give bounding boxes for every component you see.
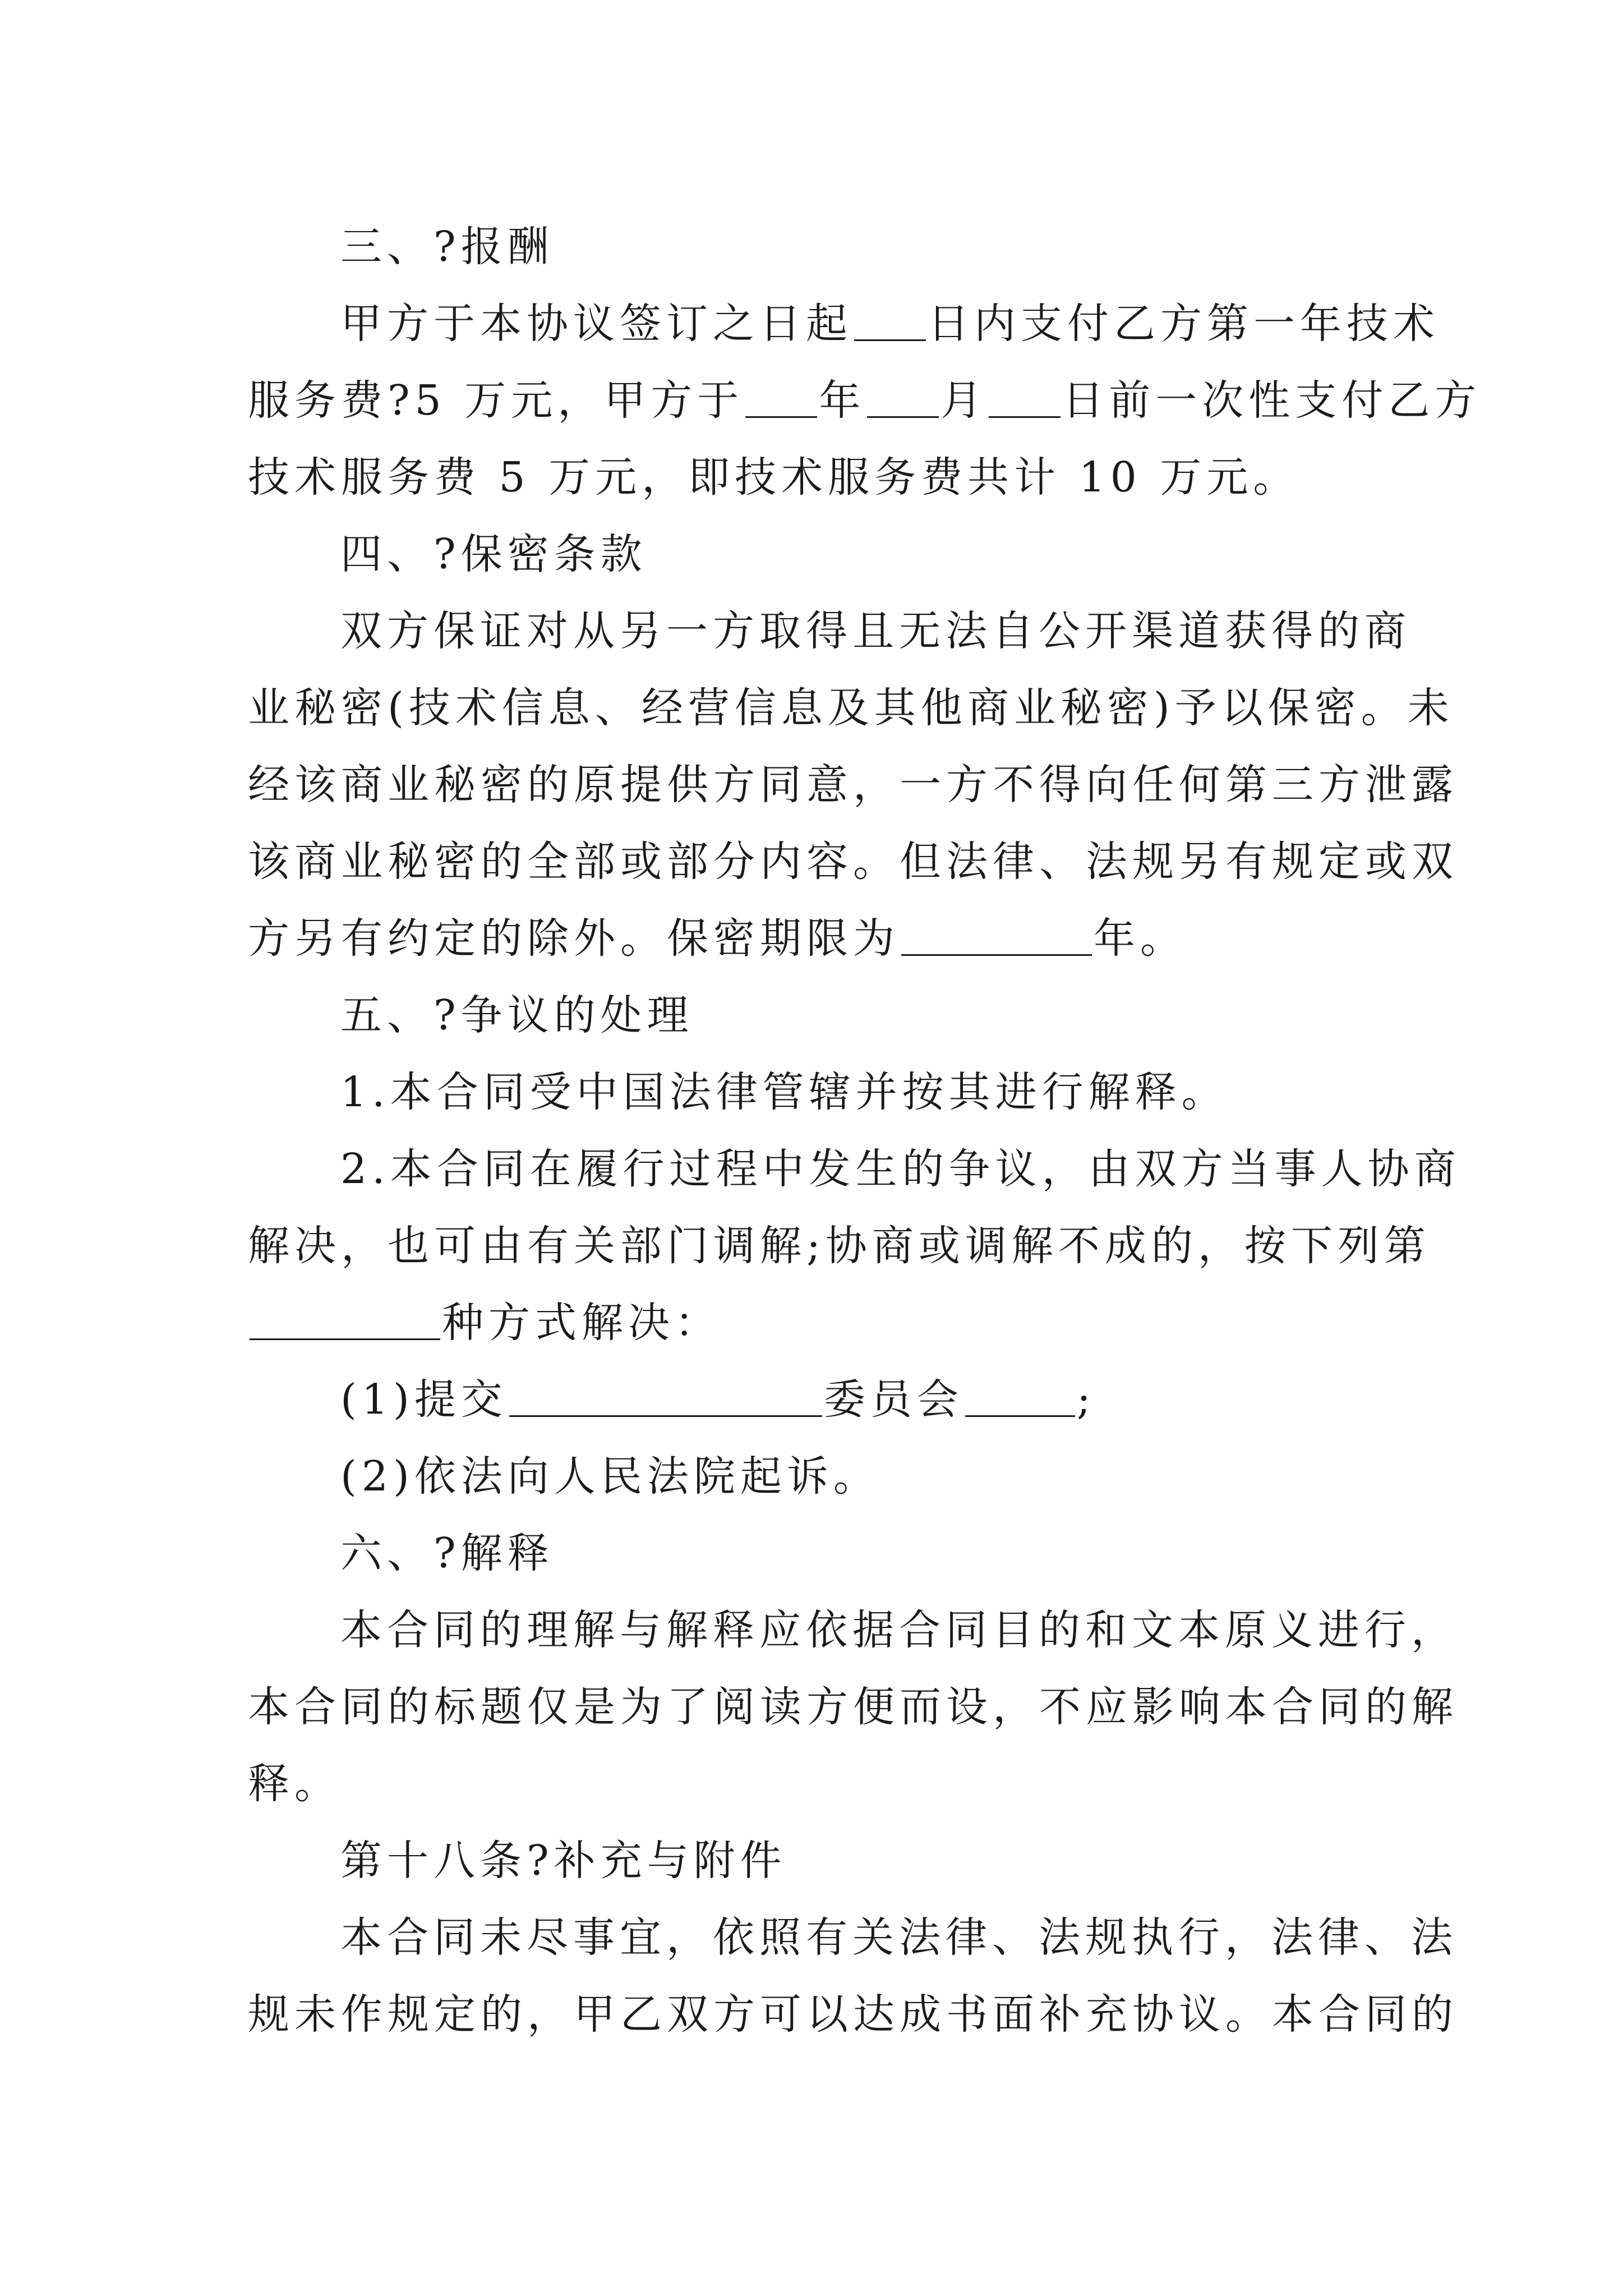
article-18-heading: 第十八条?补充与附件	[340, 1837, 787, 1885]
section-3-paragraph-line-2: 服务费?5 万元，甲方于 年 月 日前一次性支付乙方	[248, 376, 1482, 425]
section-5-option-1: (1)提交 委员会 ;	[340, 1375, 1096, 1424]
blank-year	[745, 380, 817, 418]
section-3-paragraph-line-3: 技术服务费 5 万元，即技术服务费共计 10 万元。	[248, 453, 1300, 501]
article-18-line-1: 本合同未尽事宜，依照有关法律、法规执行，法律、法	[340, 1913, 1458, 1962]
section-3-paragraph-line-1: 甲方于本协议签订之日起 日内支付乙方第一年技术	[340, 300, 1440, 348]
section-4-heading: 四、?保密条款	[340, 530, 647, 578]
section-3-heading: 三、?报酬	[340, 223, 554, 271]
document-body	[248, 209, 1482, 2053]
section-5-option-2: (2)依法向人民法院起诉。	[340, 1452, 880, 1501]
blank-month	[867, 380, 939, 418]
blank-committee-detail	[965, 1379, 1075, 1417]
section-4-line-5: 方另有约定的除外。保密期限为 年。	[248, 914, 1187, 963]
section-5-item-2-line-1: 2.本合同在履行过程中发生的争议，由双方当事人协商	[340, 1145, 1461, 1193]
section-4-line-3: 经该商业秘密的原提供方同意，一方不得向任何第三方泄露	[248, 761, 1458, 809]
blank-method-number	[250, 1303, 440, 1340]
blank-committee-name	[509, 1379, 822, 1417]
blank-days	[854, 303, 926, 341]
section-4-line-4: 该商业秘密的全部或部分内容。但法律、法规另有规定或双	[248, 838, 1458, 886]
section-4-line-2: 业秘密(技术信息、经营信息及其他商业秘密)予以保密。未	[248, 684, 1454, 732]
section-5-item-2-line-3: 种方式解决：	[248, 1285, 1392, 1361]
section-6-line-2: 本合同的标题仅是为了阅读方便而设，不应影响本合同的解	[248, 1683, 1458, 1731]
section-5-item-1: 1.本合同受中国法律管辖并按其进行解释。	[340, 1068, 1228, 1116]
blank-day	[989, 380, 1061, 418]
article-18-line-2: 规未作规定的，甲乙双方可以达成书面补充协议。本合同的	[248, 1990, 1458, 2039]
section-5-item-2-line-2: 解决，也可由有关部门调解;协商或调解不成的，按下列第	[248, 1222, 1431, 1270]
section-6-line-3: 释。	[248, 1760, 341, 1808]
section-4-line-1: 双方保证对从另一方取得且无法自公开渠道获得的商	[340, 607, 1411, 655]
section-6-line-1: 本合同的理解与解释应依据合同目的和文本原义进行，	[340, 1606, 1458, 1654]
blank-confidentiality-years	[901, 918, 1092, 956]
section-5-heading: 五、?争议的处理	[340, 991, 694, 1039]
section-6-heading: 六、?解释	[340, 1529, 554, 1577]
